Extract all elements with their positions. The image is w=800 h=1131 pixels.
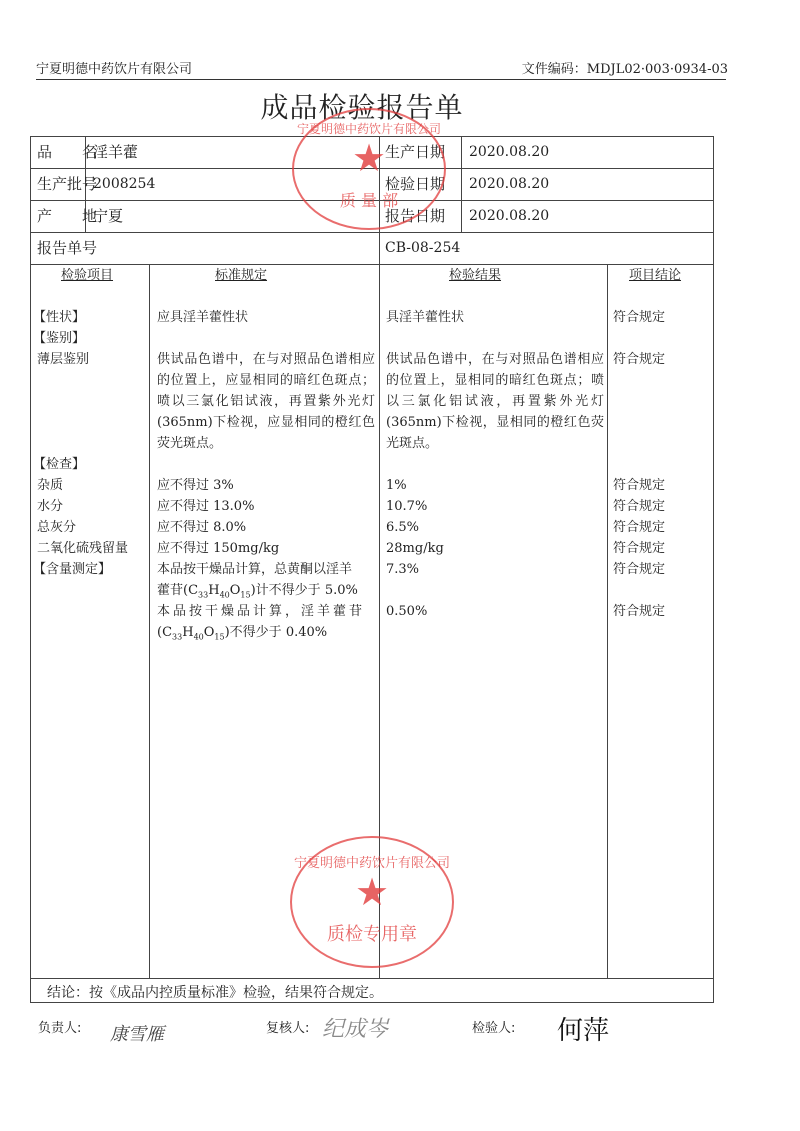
standard-assay-flavonoid-line2: 藿苷$(C_{33}H_{40}O_{15})$计不得少于 5.0% — [157, 583, 358, 600]
inspector-signature: 何萍 — [557, 1016, 610, 1046]
formula-h: 40 — [219, 590, 230, 600]
item-traits: 【性状】 — [33, 310, 86, 325]
standard-ash: 应不得过 8.0% — [157, 520, 247, 535]
col-header-conclusion: 项目结论 — [629, 268, 682, 283]
standard-assay-flavonoid-line1: 本品按干燥品计算，总黄酮以淫羊 — [157, 562, 353, 577]
formula-prefix: (C — [157, 625, 173, 640]
responsible-signature: 康雪雁 — [110, 1024, 164, 1045]
prod-date-label: 生产日期 — [385, 143, 446, 161]
origin-label: 产 地 — [37, 207, 98, 225]
report-date-label: 报告日期 — [385, 207, 446, 225]
item-so2: 二氧化硫残留量 — [37, 541, 129, 556]
inspector-label: 检验人: — [472, 1021, 516, 1036]
col-divider — [461, 137, 462, 232]
col-header-item: 检验项目 — [61, 268, 114, 283]
item-identification: 【鉴别】 — [33, 331, 86, 346]
inspect-date-value: 2020.08.20 — [469, 176, 550, 192]
inspect-date-label: 检验日期 — [385, 175, 446, 193]
result-impurity: 1% — [386, 478, 407, 493]
col-divider — [379, 137, 380, 264]
reviewer-label: 复核人: — [266, 1021, 310, 1036]
standard-tlc: 供试品色谱中，在与对照品色谱相应的位置上，应显相同的暗红色斑点；喷以三氯化铝试液，再置紫外光灯(365nm)下检视，应显相同的橙红色荧光斑点。 — [157, 352, 375, 451]
standard-moisture: 应不得过 13.0% — [157, 499, 255, 514]
formula-h: 40 — [193, 632, 204, 642]
batch-value: 2008254 — [93, 176, 156, 192]
stamp-dept-text: 质检专用章 — [327, 924, 417, 945]
conclusion-assay-icariin: 符合规定 — [613, 604, 666, 619]
conclusion-traits: 符合规定 — [613, 310, 666, 325]
responsible-label: 负责人: — [38, 1021, 82, 1036]
star-icon: ★ — [351, 136, 387, 180]
formula-suffix: )不得少于 0.40% — [224, 625, 328, 640]
product-name-value: 淫羊藿 — [93, 143, 139, 161]
item-impurity: 杂质 — [37, 478, 64, 493]
batch-label: 生产批号 — [37, 175, 98, 193]
result-so2: 28mg/kg — [386, 541, 444, 556]
final-conclusion: 结论：按《成品内控质量标准》检验，结果符合规定。 — [47, 985, 383, 1001]
col-header-result: 检验结果 — [449, 268, 502, 283]
doc-code-value: MDJL02·003·0934-03 — [586, 62, 728, 77]
standard-assay-icariin-line2: $(C_{33}H_{40}O_{15})$不得少于 0.40% — [157, 625, 328, 642]
header-rule — [36, 79, 726, 80]
standard-impurity: 应不得过 3% — [157, 478, 234, 493]
prod-date-value: 2020.08.20 — [469, 144, 550, 160]
product-name-label: 品 名 — [37, 143, 98, 161]
result-traits: 具淫羊藿性状 — [386, 310, 465, 325]
result-assay-icariin: 0.50% — [386, 604, 428, 619]
row-divider — [31, 264, 713, 265]
formula-o: 15 — [240, 590, 251, 600]
item-inspection: 【检查】 — [33, 457, 86, 472]
conclusion-ash: 符合规定 — [613, 520, 666, 535]
item-ash: 总灰分 — [37, 520, 77, 535]
item-moisture: 水分 — [37, 499, 64, 514]
col-divider — [607, 264, 608, 978]
standard-assay-icariin-line1: 本品按干燥品计算，淫羊藿苷 — [157, 604, 366, 619]
report-table — [30, 136, 714, 1003]
row-divider — [31, 200, 713, 201]
row-divider — [31, 978, 713, 979]
origin-value: 宁夏 — [93, 207, 124, 225]
conclusion-impurity: 符合规定 — [613, 478, 666, 493]
col-divider — [379, 264, 380, 978]
reviewer-signature: 纪成岑 — [322, 1017, 389, 1042]
conclusion-tlc: 符合规定 — [613, 352, 666, 367]
conclusion-moisture: 符合规定 — [613, 499, 666, 514]
stamp-ring-text: 宁夏明德中药饮片有限公司 — [293, 856, 450, 871]
report-date-value: 2020.08.20 — [469, 208, 550, 224]
stamp-dept-text: 质 量 部 — [339, 191, 399, 210]
result-tlc: 供试品色谱中，在与对照品色谱相应的位置上，显相同的暗红色斑点；喷以三氯化铝试液，再置紫外光灯(365nm)下检视，显相同的橙红色荧光斑点。 — [386, 352, 604, 451]
company-name: 宁夏明德中药饮片有限公司 — [36, 62, 193, 77]
item-tlc: 薄层鉴别 — [37, 352, 90, 367]
result-ash: 6.5% — [386, 520, 420, 535]
col-header-standard: 标准规定 — [215, 268, 268, 283]
stamp-ring-text: 宁夏明德中药饮片有限公司 — [296, 122, 441, 136]
formula-o: 15 — [214, 632, 225, 642]
standard-traits: 应具淫羊藿性状 — [157, 310, 249, 325]
star-icon: ★ — [354, 870, 390, 914]
conclusion-so2: 符合规定 — [613, 541, 666, 556]
document-code — [522, 58, 728, 77]
row-divider — [31, 232, 713, 233]
item-assay: 【含量测定】 — [33, 562, 112, 577]
formula-c: 33 — [172, 632, 183, 642]
standard-so2: 应不得过 150mg/kg — [157, 541, 280, 556]
formula-c: 33 — [198, 590, 209, 600]
formula-prefix: 藿苷(C — [157, 583, 199, 598]
row-divider — [31, 168, 713, 169]
report-no-label: 报告单号 — [37, 239, 98, 257]
result-assay-flavonoid: 7.3% — [386, 562, 420, 577]
col-divider — [149, 264, 150, 978]
conclusion-assay-flavonoid: 符合规定 — [613, 562, 666, 577]
report-no-value: CB-08-254 — [385, 240, 461, 256]
result-moisture: 10.7% — [386, 499, 428, 514]
page-title: 成品检验报告单 — [260, 91, 464, 124]
doc-code-label: 文件编码： — [521, 62, 587, 77]
formula-suffix: )计不得少于 5.0% — [250, 583, 358, 598]
